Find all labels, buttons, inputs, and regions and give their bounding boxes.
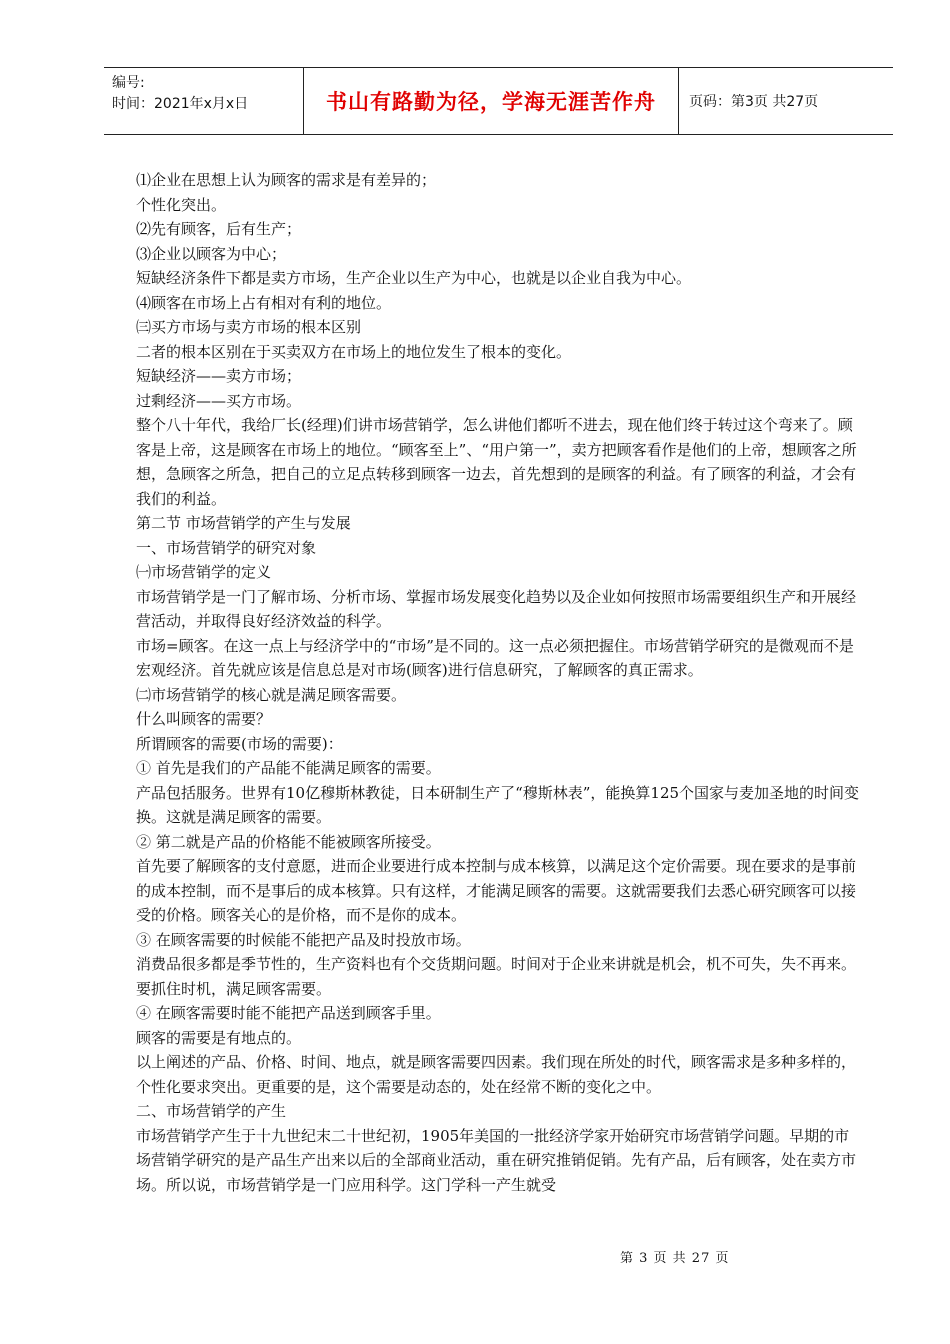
header-meta [104,68,304,134]
paragraph: 二者的根本区别在于买卖双方在市场上的地位发生了根本的变化。 [136,342,572,361]
document-body [136,168,864,1197]
paragraph: 整个八十年代，我给厂长(经理)们讲市场营销学，怎么讲他们都听不进去，现在他们终于转过这个弯来了。顾客是上帝，这是顾客在市场上的地位。“顾客至上”、“用户第一”，卖方把顾客看作是他们的上帝，想顾客之所想，急顾客之所急，把自己的立足点转移到顾客一边去，首先想到的是顾客的利益。有了顾客的利益，才会有我们的利益。 [136,416,857,508]
subsection-heading: ㈡市场营销学的核心就是满足顾客需要。 [136,685,407,704]
paragraph: 市场=顾客。在这一点上与经济学中的“市场”是不同的。这一点必须把握住。市场营销学研究的是微观而不是宏观经济。首先就应该是信息总是对市场(顾客)进行信息研究，了解顾客的真正需求。 [136,636,854,679]
paragraph: 消费品很多都是季节性的，生产资料也有个交货期问题。时间对于企业来讲就是机会，机不可失，失不再来。要抓住时机，满足顾客需要。 [136,955,857,998]
paragraph: 市场营销学是一门了解市场、分析市场、掌握市场发展变化趋势以及企业如何按照市场需要组织生产和开展经营活动，并取得良好经济效益的科学。 [136,587,857,630]
paragraph: ⑶企业以顾客为中心； [136,244,287,263]
section-heading: 二、市场营销学的产生 [136,1102,287,1120]
subsection-heading: ㈢买方市场与卖方市场的根本区别 [136,318,362,336]
paragraph: 首先要了解顾客的支付意愿，进而企业要进行成本控制与成本核算，以满足这个定价需要。现在要求的是事前的成本控制，而不是事后的成本核算。只有这样，才能满足顾客的需要。这就需要我们去悉心研究顾客可以接受的价格。顾客关心的是价格，而不是你的成本。 [136,857,857,924]
list-item: ③ 在顾客需要的时候能不能把产品及时投放市场。 [136,930,471,949]
paragraph: ⑷顾客在市场上占有相对有利的地位。 [136,293,392,312]
header-page-number: 页码：第3页 共27页 [689,94,819,110]
paragraph: 顾客的需要是有地点的。 [136,1028,302,1047]
section-heading: 第二节 市场营销学的产生与发展 [136,514,351,532]
document-date-label: 时间：2021年x月x日 [112,96,249,112]
subsection-heading: ㈠市场营销学的定义 [136,563,272,581]
document-header [104,67,893,135]
page-footer: 第 3 页 共 27 页 [620,1251,730,1266]
paragraph: 市场营销学产生于十九世纪末二十世纪初，1905年美国的一批经济学家开始研究市场营销学问题。早期的市场营销学研究的是产品生产出来以后的全部商业活动，重在研究推销促销。先有产品，后有顾客，处在卖方市场。所以说，市场营销学是一门应用科学。这门学科一产生就受 [136,1126,857,1194]
list-item: ① 首先是我们的产品能不能满足顾客的需要。 [136,759,441,777]
paragraph: 短缺经济——卖方市场； [136,367,302,385]
paragraph: 个性化突出。 [136,195,227,214]
list-item: ② 第二就是产品的价格能不能被顾客所接受。 [136,832,441,851]
paragraph: 产品包括服务。世界有10亿穆斯林教徒，日本研制生产了“穆斯林表”，能换算125个国家与麦加圣地的时间变换。这就是满足顾客的需要。 [136,783,860,826]
paragraph: 短缺经济条件下都是卖方市场，生产企业以生产为中心，也就是以企业自我为中心。 [136,269,692,287]
document-number-label: 编号: [112,75,145,91]
header-motto: 书山有路勤为径，学海无涯苦作舟 [304,68,679,134]
paragraph: ⑴企业在思想上认为顾客的需求是有差异的； [136,171,437,189]
section-heading: 一、市场营销学的研究对象 [136,538,317,557]
paragraph: ⑵先有顾客，后有生产； [136,220,302,238]
paragraph: 以上阐述的产品、价格、时间、地点，就是顾客需要四因素。我们现在所处的时代，顾客需求是多种多样的，个性化要求突出。更重要的是，这个需要是动态的，处在经常不断的变化之中。 [136,1053,857,1096]
paragraph: 所谓顾客的需要(市场的需要)： [136,734,343,753]
paragraph: 过剩经济——买方市场。 [136,391,302,410]
paragraph: 什么叫顾客的需要？ [136,710,272,728]
list-item: ④ 在顾客需要时能不能把产品送到顾客手里。 [136,1004,441,1022]
